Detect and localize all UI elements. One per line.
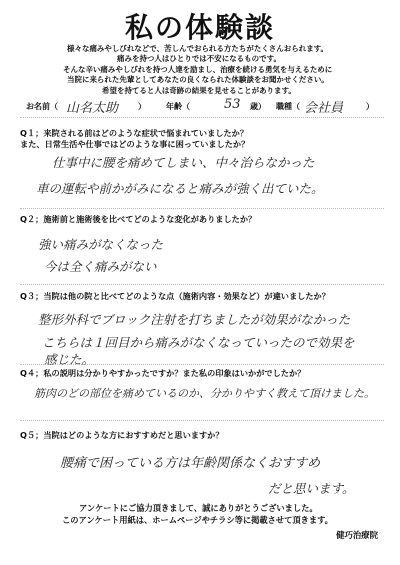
intro-line: 当院に来られた先輩としてあなたの良くなられた体験談をお聞かせください。 bbox=[67, 75, 329, 85]
footer-line: このアンケート用紙は、ホームページやチラシ等に掲載させて頂きます。 bbox=[62, 514, 334, 525]
question-line: Q３；当院は他の院と比べてどのような点（施術内容・効果など）が違いましたか？ bbox=[20, 291, 330, 301]
divider bbox=[20, 117, 384, 118]
answer-3-line: 整形外科でブロック注射を打ちましたが効果がなかった bbox=[38, 312, 351, 327]
answer-4-line: 筋肉のどの部位を痛めているのか、分かりやすく教えて頂けました。 bbox=[34, 387, 375, 400]
footer-line: アンケートにご協力頂きまして、誠にありがとうございました。 bbox=[78, 503, 318, 513]
divider bbox=[20, 284, 384, 285]
age-close: 歳） bbox=[250, 102, 266, 111]
intro-line: 痛みを持つ人はひとりでは不安になるものです。 bbox=[116, 54, 281, 64]
question-4 bbox=[20, 368, 305, 379]
name-label: お名前（ bbox=[26, 102, 58, 111]
question-line: Q４；私の説明は分かりやすかったですか？また私の印象はいかがでしたか？ bbox=[20, 368, 306, 378]
intro-line: そんな辛い痛みやしびれを持つ人達を励まし、治療を続ける勇気を与えるために bbox=[63, 64, 333, 74]
answer-2-line: 今は全く痛みがない bbox=[44, 259, 157, 274]
divider bbox=[20, 208, 384, 209]
answer-5-line: だと思います。 bbox=[268, 481, 355, 496]
job-close: ） bbox=[366, 102, 374, 111]
question-line: また、日常生活や仕事ではどのような事に困っていましたか？ bbox=[20, 139, 250, 149]
footer-text bbox=[0, 503, 400, 526]
answer-1-line: 車の運転や前かがみになると痛みが強く出ていた。 bbox=[36, 181, 324, 196]
answer-2-line: 強い痛みがなくなった bbox=[38, 237, 164, 252]
question-2 bbox=[20, 214, 256, 225]
intro-line: 様々な痛みやしびれなどで、苦しんでおられる方たちがたくさんおられます。 bbox=[67, 44, 329, 53]
intro-line: 希望を持てると人は奇跡の結果を見せることがあります。 bbox=[101, 85, 296, 95]
respondent-info bbox=[26, 97, 386, 117]
answer-3-line: 感じた。 bbox=[44, 352, 95, 367]
name-close: ） bbox=[138, 102, 146, 111]
question-1 bbox=[20, 128, 249, 150]
answer-3-line: こちらは１回目から痛みがなくなっていったので効果を bbox=[42, 335, 355, 350]
divider bbox=[20, 420, 384, 421]
job-label: 職種（ bbox=[276, 102, 300, 111]
page-title: 私の体験談 bbox=[124, 11, 275, 44]
question-line: Q１；来院される前はどのような症状で悩まれていましたか？ bbox=[20, 128, 249, 138]
question-line: Q２；施術前と施術後を比べてどのような変化がありましたか？ bbox=[20, 214, 257, 224]
name-value: 山名太助 bbox=[66, 101, 119, 116]
divider bbox=[20, 364, 384, 365]
question-5 bbox=[20, 430, 224, 441]
answer-1-line: 仕事中に腰を痛めてしまい、中々治らなかった bbox=[52, 155, 315, 170]
job-value: 会社員 bbox=[304, 101, 344, 116]
age-value: 53 bbox=[224, 97, 241, 112]
clinic-name: 健巧治療院 bbox=[336, 530, 378, 540]
question-3 bbox=[20, 291, 330, 302]
intro-text bbox=[0, 44, 400, 96]
question-line: Q５；当院はどのような方におすすめだと思いますか？ bbox=[20, 430, 224, 440]
answer-5-line: 腰痛で困っている方は年齢関係なくおすすめ bbox=[60, 456, 321, 471]
age-label: 年齢（ bbox=[166, 102, 190, 111]
